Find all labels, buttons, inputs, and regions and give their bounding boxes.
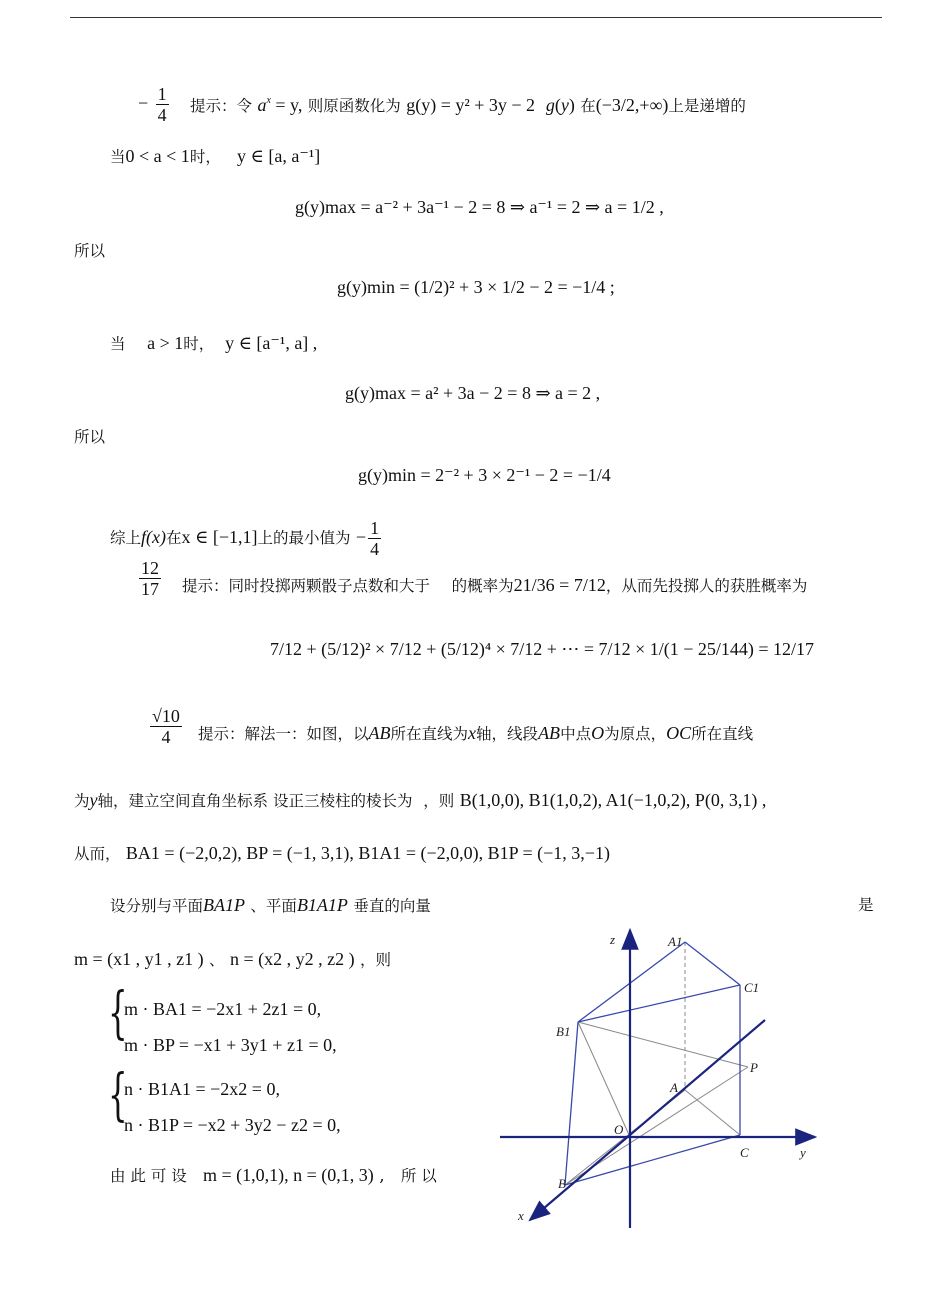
answer-2-line xyxy=(137,558,163,599)
probability: 21/36 = 7/12 xyxy=(513,575,606,595)
answer-1-line xyxy=(138,84,171,125)
conclusion-line: 由 此 可 设 m = (1,0,1), n = (0,1, 3) , 所 以 xyxy=(110,1165,437,1186)
gy-definition: g(y) = y² + 3y − 2 xyxy=(406,95,536,115)
edge-b1-b xyxy=(565,1022,578,1185)
vector-values: BA1 = (−2,0,2), BP = (−1, 3,1), B1A1 = (−2,0,0), B1P = (−1, 3,−1) xyxy=(125,843,610,863)
series-equation: 7/12 + (5/12)² × 7/12 + (5/12)⁴ × 7/12 + ⋯ = 7/12 × 1/(1 − 25/144) = 12/17 xyxy=(270,639,815,659)
case-1-line: 当0 < a < 1时， y ∈ [a, a⁻¹] xyxy=(110,146,321,166)
label-x: x xyxy=(518,1208,524,1223)
answer-3-line xyxy=(148,706,184,747)
shi-label: 是 xyxy=(858,896,874,914)
label-c: C xyxy=(740,1145,749,1160)
suoyi-1: 所以 xyxy=(74,242,106,260)
case-2-line: 当 a > 1时， y ∈ [a⁻¹, a] , xyxy=(110,333,318,353)
hint-2-line: 提示：同时投掷两颗骰子点数和大于 的概率为21/36 = 7/12，从而先投掷人的获胜概率为 xyxy=(182,575,808,595)
label-z: z xyxy=(610,932,616,947)
point-coordinates: B(1,0,0), B1(1,0,2), A1(−1,0,2), P(0, 3,1) , xyxy=(459,790,767,810)
coordinate-line: 为y轴，建立空间直角坐标系 设正三棱柱的棱长为 ，则 B(1,0,0), B1(1,0,2), A1(−1,0,2), P(0, 3,1) , xyxy=(74,790,767,810)
answer-3-fraction: $\frac{√10}{4}$ xyxy=(152,706,180,747)
suoyi-2: 所以 xyxy=(74,428,106,446)
system-1-eq-b: m · BP = −x1 + 3y1 + z1 = 0, xyxy=(124,1035,337,1055)
label-p: P xyxy=(750,1060,758,1075)
system-2-brace: { xyxy=(108,1063,128,1128)
system-2-eq-a: n · B1A1 = −2x2 = 0, xyxy=(124,1079,280,1099)
equation-max-1: g(y)max = a⁻² + 3a⁻¹ − 2 = 8 ⇒ a⁻¹ = 2 ⇒ a = 1/2 , xyxy=(295,197,664,217)
summary-line: 综上f(x)在x ∈ [−1,1]上的最小值为 − $\frac{1}{4}$ xyxy=(110,518,380,559)
label-a: A xyxy=(670,1080,678,1095)
answer-2-fraction: $\frac{12}{17}$ xyxy=(141,558,159,599)
label-a1: A1 xyxy=(668,934,683,949)
label-o: O xyxy=(614,1122,624,1137)
label-y: y xyxy=(800,1145,806,1160)
equation-min-2: g(y)min = 2⁻² + 3 × 2⁻¹ − 2 = −1/4 xyxy=(358,465,611,485)
label-b: B xyxy=(558,1176,566,1191)
equation-max-2: g(y)max = a² + 3a − 2 = 8 ⇒ a = 2 , xyxy=(345,383,601,403)
normal-vector-line: 设分别与平面BA1P 、平面B1A1P 垂直的向量 xyxy=(110,895,431,915)
edge-a1-c1 xyxy=(685,942,740,985)
header-rule xyxy=(70,17,882,18)
hint-label: 提示： xyxy=(190,97,237,115)
edge-b-c xyxy=(565,1135,740,1185)
label-c1: C1 xyxy=(744,980,760,995)
prism-figure xyxy=(490,920,830,1230)
answer-1-sign: − xyxy=(138,93,149,113)
mn-definition-line: m = (x1 , y1 , z1 ) 、 n = (x2 , y2 , z2 ) ，则 xyxy=(74,949,392,969)
edge-b1-o xyxy=(578,1022,630,1137)
equation-min-1: g(y)min = (1/2)² + 3 × 1/2 − 2 = −1/4 ; xyxy=(337,277,615,297)
gy-interval: (−3/2,+∞) xyxy=(595,95,669,115)
system-1-eq-a: m · BA1 = −2x1 + 2z1 = 0, xyxy=(124,999,322,1019)
edge-a-c xyxy=(685,1090,740,1135)
hint-1-line: 提示：令 $a^x = y$, 则原函数化为 g(y) = y² + 3y − 2 g(y) 在(−3/2,+∞)上是递增的 xyxy=(190,95,746,115)
hint-3-line: 提示：解法一：如图，以AB所在直线为x轴，线段AB中点O为原点，OC所在直线 xyxy=(198,723,754,743)
label-b1: B1 xyxy=(556,1024,571,1039)
vectors-line: 从而， BA1 = (−2,0,2), BP = (−1, 3,1), B1A1 = (−2,0,0), B1P = (−1, 3,−1) xyxy=(74,843,610,863)
edge-b1-p xyxy=(578,1022,748,1067)
system-2-eq-b: n · B1P = −x2 + 3y2 − z2 = 0, xyxy=(124,1115,341,1135)
system-1-brace: { xyxy=(108,981,128,1046)
answer-1-fraction: $\frac{1}{4}$ xyxy=(157,84,167,125)
